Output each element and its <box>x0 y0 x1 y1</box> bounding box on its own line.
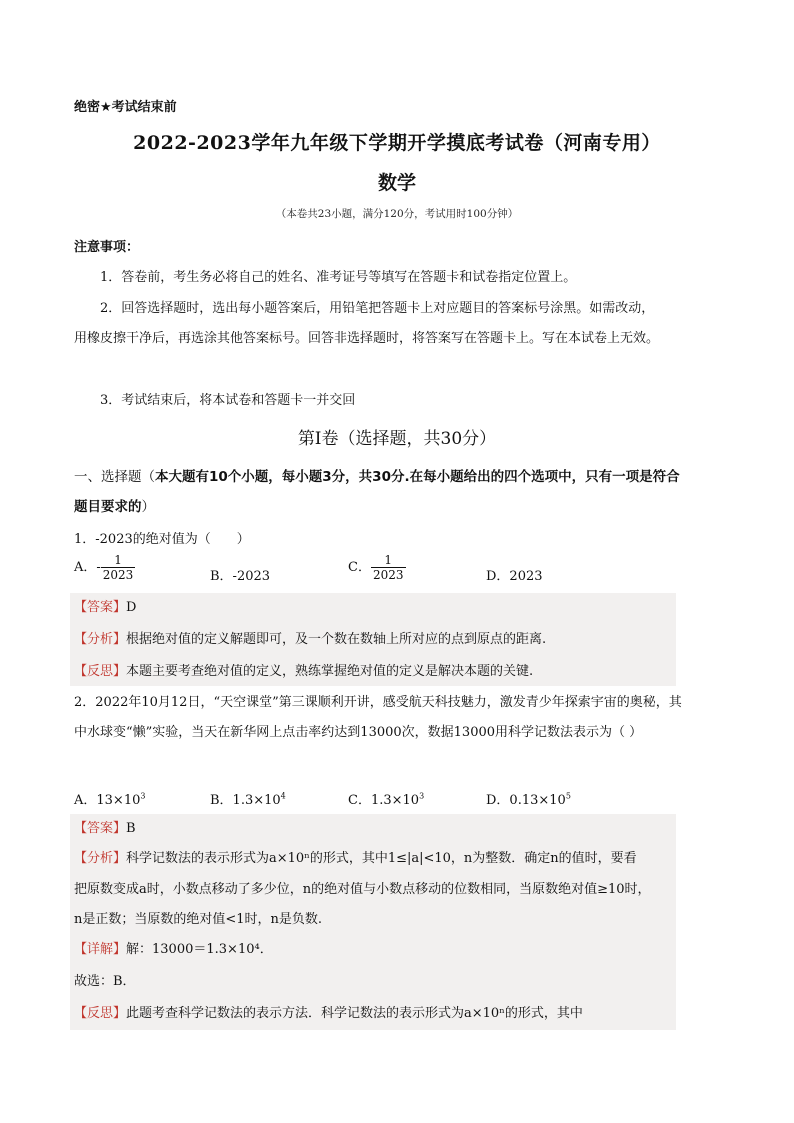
q2-analysis-line-3: n是正数；当原数的绝对值<1时，n是负数. <box>74 912 323 927</box>
q1-analysis: 【分析】根据绝对值的定义解题即可，及一个数在数轴上所对应的点到原点的距离. <box>74 632 547 647</box>
q2-analysis-line-2: 把原数变成a时，小数点移动了多少位，n的绝对值与小数点移动的位数相同，当原数绝对值≥10时， <box>74 882 651 897</box>
exam-scope-note: （本卷共23小题，满分120分，考试用时100分钟） <box>275 208 519 220</box>
q1-option-a-fraction: $\frac{1}{2023}$ <box>102 553 134 582</box>
q2-option-c: C．$1.3\times 10^3$ <box>348 791 425 808</box>
q2-choose: 故选：B． <box>74 974 136 989</box>
notice-item-3: 3．考试结束后，将本试卷和答题卡一并交回 <box>100 393 356 408</box>
q2-answer: 【答案】B <box>74 821 136 836</box>
question-1-stem: 1．-2023的绝对值为（ ） <box>74 532 250 547</box>
q1-reflection: 【反思】本题主要考查绝对值的定义，熟练掌握绝对值的定义是解决本题的关键. <box>74 664 534 679</box>
q2-detail: 【详解】解：13000＝1.3×10⁴． <box>74 942 273 957</box>
notice-item-1: 1．答卷前，考生务必将自己的姓名、准考证号等填写在答题卡和试卷指定位置上。 <box>100 270 577 285</box>
notice-heading: 注意事项： <box>74 240 140 255</box>
exam-title: 2022-2023学年九年级下学期开学摸底考试卷（河南专用） <box>133 132 661 154</box>
notice-item-2: 2．回答选择题时，选出每小题答案后，用铅笔把答题卡上对应题目的答案标号涂黑。如需改动，用橡皮擦干净后，再选涂其他答案标号。回答非选择题时，将答案写在答题卡上。写在本试卷上无效。 <box>74 301 660 346</box>
section-title: 第Ⅰ卷（选择题，共30分） <box>297 429 497 449</box>
q1-option-d: D．2023 <box>486 569 543 584</box>
q2-answer-box <box>70 814 676 1030</box>
q1-option-c-fraction: $\frac{1}{2023}$ <box>372 553 404 582</box>
q1-option-b: B．-2023 <box>210 569 271 584</box>
q1-answer: 【答案】D <box>74 600 137 615</box>
q1-option-a: A．- $\frac{1}{2023}$ <box>74 553 134 582</box>
q1-answer-box <box>70 593 676 686</box>
q2-reflection: 【反思】此题考查科学记数法的表示方法．科学记数法的表示形式为a×10ⁿ的形式，其中 <box>74 1006 583 1021</box>
q1-option-c: C． $\frac{1}{2023}$ <box>348 553 404 582</box>
q2-analysis-line-1: 【分析】科学记数法的表示形式为a×10ⁿ的形式，其中1≤|a|<10，n为整数．确定n的值时，要看 <box>74 851 637 866</box>
question-2-stem: 2．2022年10月12日，“天空课堂”第三课顺利开讲，感受航天科技魅力，激发青少年探索宇宙的奥秘，其中水球变“懒”实验，当天在新华网上点击率约达到13000次，数据13000用科学记数法表示为（ ） <box>74 695 682 740</box>
q2-option-a: A．$13\times 10^3$ <box>74 791 146 808</box>
q2-option-b: B．$1.3\times 10^4$ <box>210 791 286 808</box>
q2-option-d: D．$0.13\times 10^5$ <box>486 791 571 808</box>
confidential-label: 绝密★考试结束前 <box>74 100 177 115</box>
subject-title: 数学 <box>377 172 416 194</box>
section-instructions: 一、选择题（本大题有10个小题，每小题3分，共30分.在每小题给出的四个选项中，只有一项是符合题目要求的） <box>74 469 680 515</box>
